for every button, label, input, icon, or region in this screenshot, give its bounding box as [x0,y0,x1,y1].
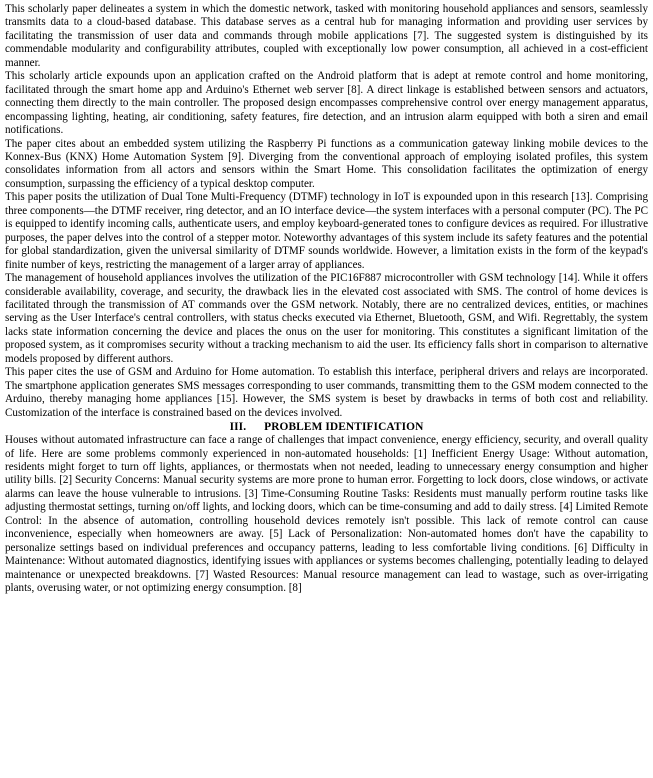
paragraph-dtmf-technology: This paper posits the utilization of Dual Tone Multi-Frequency (DTMF) technology in IoT is expounded upon in this research [13]. Comprising three components—the DTMF receiver, ring detector, and an IO interface device—the system interfaces with a personal computer (PC). The PC is equipped to identify incoming calls, authenticate users, and employ keyboard-generated tones to configure devices as required. For illustrative purposes, the paper delves into the control of a stepper motor. Noteworthy advantages of this system include its safety features and the potential for global standardization, given the universal similarity of DTMF sounds worldwide. However, a limitation exists in the form of the keypad's finite number of keys, restricting the management of a larger array of appliances. [5,191,648,271]
paragraph-raspberry-pi-knx: The paper cites about an embedded system utilizing the Raspberry Pi functions as a communication gateway linking mobile devices to the Konnex-Bus (KNX) Home Automation System [9]. Diverging from the conventional approach of employing isolated profiles, this system consolidates information from all actors and sensors within the Smart Home. This consolidation facilitates the optimization of energy consumption, surpassing the efficiency of a typical desktop computer. [5,137,648,190]
paragraph-android-platform: This scholarly article expounds upon an application crafted on the Android platform that is adept at remote control and home monitoring, facilitated through the smart home app and Arduino's Ethernet web server [8]. A direct linkage is established between sensors and actuators, connecting them directly to the main controller. The proposed design encompasses comprehensive control over energy management apparatus, encompassing lighting, heating, air conditioning, safety features, fire detection, and an intrusion alarm equipped with both a siren and email notifications. [5,70,648,137]
paragraph-gsm-arduino: This paper cites the use of GSM and Arduino for Home automation. To establish this interface, peripheral drivers and relays are incorporated. The smartphone application generates SMS messages corresponding to user commands, transmitting them to the GSM modem connected to the Arduino, thereby managing home appliances [15]. However, the SMS system is beset by drawbacks in terms of both cost and reliability. Customization of the interface is constrained based on the devices involved. [5,366,648,419]
paragraph-cloud-system: This scholarly paper delineates a system in which the domestic network, tasked with monitoring household appliances and sensors, seamlessly transmits data to a cloud-based database. This database serves as a central hub for managing information and providing user services by facilitating the transmission of user data and commands through mobile applications [7]. The suggested system is distinguished by its commendable modularity and configurability attributes, coupled with exceptionally low power consumption, all achieved in a cost-efficient manner. [5,3,648,69]
section-number: III. [229,421,247,434]
paragraph-problems: Houses without automated infrastructure can face a range of challenges that impact convenience, energy efficiency, security, and overall quality of life. Here are some problems commonly experienced in non-automated households: [1] Inefficient Energy Usage: Without automation, residents might forget to turn off lights, appliances, or thermostats when not needed, leading to unnecessary energy consumption and higher utility bills. [2] Security Concerns: Manual security systems are more prone to human error. Forgetting to lock doors, close windows, or activate alarms can leave the house vulnerable to intrusions. [3] Time-Consuming Routine Tasks: Residents must manually perform routine tasks like adjusting thermostat settings, turning on/off lights, and locking doors, which can be time-consuming and add to daily stress. [4] Limited Remote Control: In the absence of automation, controlling household devices remotely isn't possible. This lack of remote control can cause inconvenience, especially when homeowners are away. [5] Lack of Personalization: Non-automated homes don't have the capability to personalize settings based on individual preferences and occupancy patterns, leading to less comfortable living conditions. [6] Difficulty in Maintenance: Without automated diagnostics, identifying issues with appliances or systems becomes challenging, potentially leading to delayed maintenance or unexpected breakdowns. [7] Wasted Resources: Manual resource management can lead to wastage, such as over-irrigating plants, overusing water, or not optimizing energy consumption. [8] [5,434,648,595]
section-title: PROBLEM IDENTIFICATION [264,421,424,434]
paragraph-pic-gsm: The management of household appliances involves the utilization of the PIC16F887 microcontroller with GSM technology [14]. While it offers considerable availability, coverage, and security, the drawback lies in the elevated cost associated with SMS. The control of home devices is facilitated through the transmission of AT commands over the GSM network. Notably, there are no centralized devices, entities, or machines serving as the User Interface's central controllers, with status checks executed via Ethernet, Bluetooth, GSM, and Wifi. Regrettably, the system lacks state information concerning the device and places the onus on the user for monitoring. This constitutes a significant limitation of the proposed system, as it compromises security without a tracking mechanism to aid the user. Its efficiency falls short in comparison to alternative models proposed by different authors. [5,272,648,365]
section-heading [5,420,648,434]
